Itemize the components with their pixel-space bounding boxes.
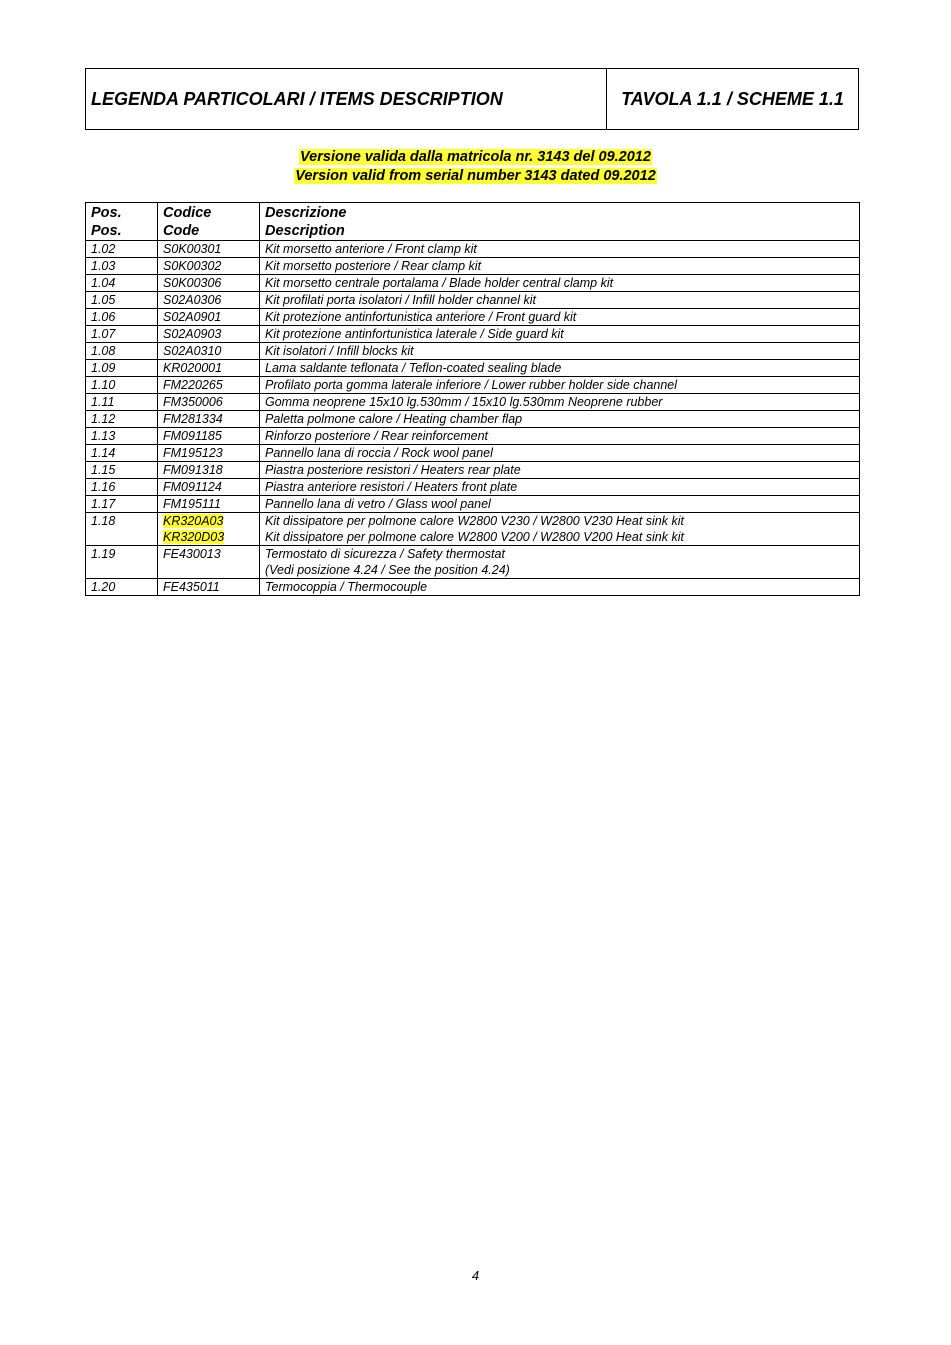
description-cell: Gomma neoprene 15x10 lg.530mm / 15x10 lg.530mm Neoprene rubber — [260, 394, 860, 411]
header-box — [85, 68, 859, 130]
code-cell: KR020001 — [158, 360, 260, 377]
description-cell: Termocoppia / Thermocouple — [260, 579, 860, 596]
code-kr320a03: KR320A03 — [163, 514, 224, 528]
table-row — [86, 326, 860, 343]
pos-cell: 1.20 — [86, 579, 158, 596]
description-cell: Lama saldante teflonata / Teflon-coated sealing blade — [260, 360, 860, 377]
code-kr320d03: KR320D03 — [163, 530, 225, 544]
code-cell: S0K00302 — [158, 258, 260, 275]
code-cell: FM195123 — [158, 445, 260, 462]
table-header-row — [86, 203, 860, 241]
pos-cell: 1.12 — [86, 411, 158, 428]
table-row-1-19 — [86, 546, 860, 579]
pos-cell: 1.06 — [86, 309, 158, 326]
version-note-italian-text: Versione valida dalla matricola nr. 3143 del 09.2012 — [300, 149, 651, 165]
pos-cell: 1.14 — [86, 445, 158, 462]
pos-header-it: Pos. — [91, 205, 122, 221]
items-description-title: LEGENDA PARTICOLARI / ITEMS DESCRIPTION — [86, 69, 607, 129]
scheme-title: TAVOLA 1.1 / SCHEME 1.1 — [621, 88, 844, 109]
description-v230: Kit dissipatore per polmone calore W2800 V230 / W2800 V230 Heat sink kit — [265, 514, 684, 528]
description-cell: Kit protezione antinfortunistica anteriore / Front guard kit — [260, 309, 860, 326]
description-cell: Piastra posteriore resistori / Heaters rear plate — [260, 462, 860, 479]
version-note-italian — [0, 148, 951, 167]
pos-cell: 1.03 — [86, 258, 158, 275]
pos-cell: 1.13 — [86, 428, 158, 445]
code-cell: S0K00306 — [158, 275, 260, 292]
table-row — [86, 241, 860, 258]
pos-cell: 1.04 — [86, 275, 158, 292]
description-thermostat-note: (Vedi posizione 4.24 / See the position 4.24) — [265, 563, 510, 577]
description-cell: Paletta polmone calore / Heating chamber flap — [260, 411, 860, 428]
description-cell: Pannello lana di vetro / Glass wool panel — [260, 496, 860, 513]
code-header — [158, 203, 260, 241]
description-cell: Kit morsetto anteriore / Front clamp kit — [260, 241, 860, 258]
description-cell: Profilato porta gomma laterale inferiore / Lower rubber holder side channel — [260, 377, 860, 394]
pos-cell: 1.08 — [86, 343, 158, 360]
table-row — [86, 479, 860, 496]
pos-header — [86, 203, 158, 241]
table-row — [86, 428, 860, 445]
pos-cell: 1.02 — [86, 241, 158, 258]
table-body — [86, 241, 860, 596]
description-thermostat: Termostato di sicurezza / Safety thermostat — [265, 547, 505, 561]
code-cell — [158, 513, 260, 546]
pos-cell: 1.17 — [86, 496, 158, 513]
code-cell: S02A0901 — [158, 309, 260, 326]
table-row — [86, 258, 860, 275]
table-row — [86, 343, 860, 360]
table-row — [86, 462, 860, 479]
page-number: 4 — [471, 1268, 480, 1283]
pos-cell: 1.16 — [86, 479, 158, 496]
description-cell: Kit morsetto centrale portalama / Blade holder central clamp kit — [260, 275, 860, 292]
table-row — [86, 309, 860, 326]
pos-cell: 1.19 — [86, 546, 158, 579]
pos-cell: 1.11 — [86, 394, 158, 411]
table-row — [86, 275, 860, 292]
code-cell: S02A0903 — [158, 326, 260, 343]
code-cell: FM350006 — [158, 394, 260, 411]
code-cell: FE430013 — [158, 546, 260, 579]
table-row — [86, 496, 860, 513]
table-row — [86, 394, 860, 411]
code-cell: FM091185 — [158, 428, 260, 445]
version-note-english-text: Version valid from serial number 3143 dated 09.2012 — [295, 168, 656, 184]
code-cell: S02A0310 — [158, 343, 260, 360]
code-cell: FE435011 — [158, 579, 260, 596]
pos-cell: 1.09 — [86, 360, 158, 377]
description-cell: Kit isolatori / Infill blocks kit — [260, 343, 860, 360]
table-row-1-20 — [86, 579, 860, 596]
description-header-it: Descrizione — [265, 205, 347, 221]
table-row — [86, 411, 860, 428]
code-cell: FM091124 — [158, 479, 260, 496]
description-cell: Kit morsetto posteriore / Rear clamp kit — [260, 258, 860, 275]
description-cell — [260, 546, 860, 579]
code-cell: FM091318 — [158, 462, 260, 479]
description-cell: Piastra anteriore resistori / Heaters front plate — [260, 479, 860, 496]
items-table — [85, 202, 860, 596]
description-cell: Pannello lana di roccia / Rock wool panel — [260, 445, 860, 462]
code-cell: S02A0306 — [158, 292, 260, 309]
pos-cell: 1.15 — [86, 462, 158, 479]
pos-cell: 1.10 — [86, 377, 158, 394]
description-header — [260, 203, 860, 241]
pos-header-en: Pos. — [91, 223, 122, 239]
code-header-en: Code — [163, 223, 200, 239]
version-note-english — [0, 167, 951, 186]
pos-cell: 1.07 — [86, 326, 158, 343]
code-cell: FM220265 — [158, 377, 260, 394]
table-row — [86, 445, 860, 462]
description-cell: Kit protezione antinfortunistica laterale / Side guard kit — [260, 326, 860, 343]
code-cell: S0K00301 — [158, 241, 260, 258]
description-cell: Kit profilati porta isolatori / Infill holder channel kit — [260, 292, 860, 309]
table-row — [86, 360, 860, 377]
description-header-en: Description — [265, 223, 345, 239]
table-row-1-18 — [86, 513, 860, 546]
description-v200: Kit dissipatore per polmone calore W2800 V200 / W2800 V200 Heat sink kit — [265, 530, 684, 544]
table-row — [86, 292, 860, 309]
table-row — [86, 377, 860, 394]
code-cell: FM195111 — [158, 496, 260, 513]
pos-cell: 1.18 — [86, 513, 158, 546]
code-cell: FM281334 — [158, 411, 260, 428]
pos-cell: 1.05 — [86, 292, 158, 309]
description-cell: Rinforzo posteriore / Rear reinforcement — [260, 428, 860, 445]
code-header-it: Codice — [163, 205, 212, 221]
description-cell — [260, 513, 860, 546]
